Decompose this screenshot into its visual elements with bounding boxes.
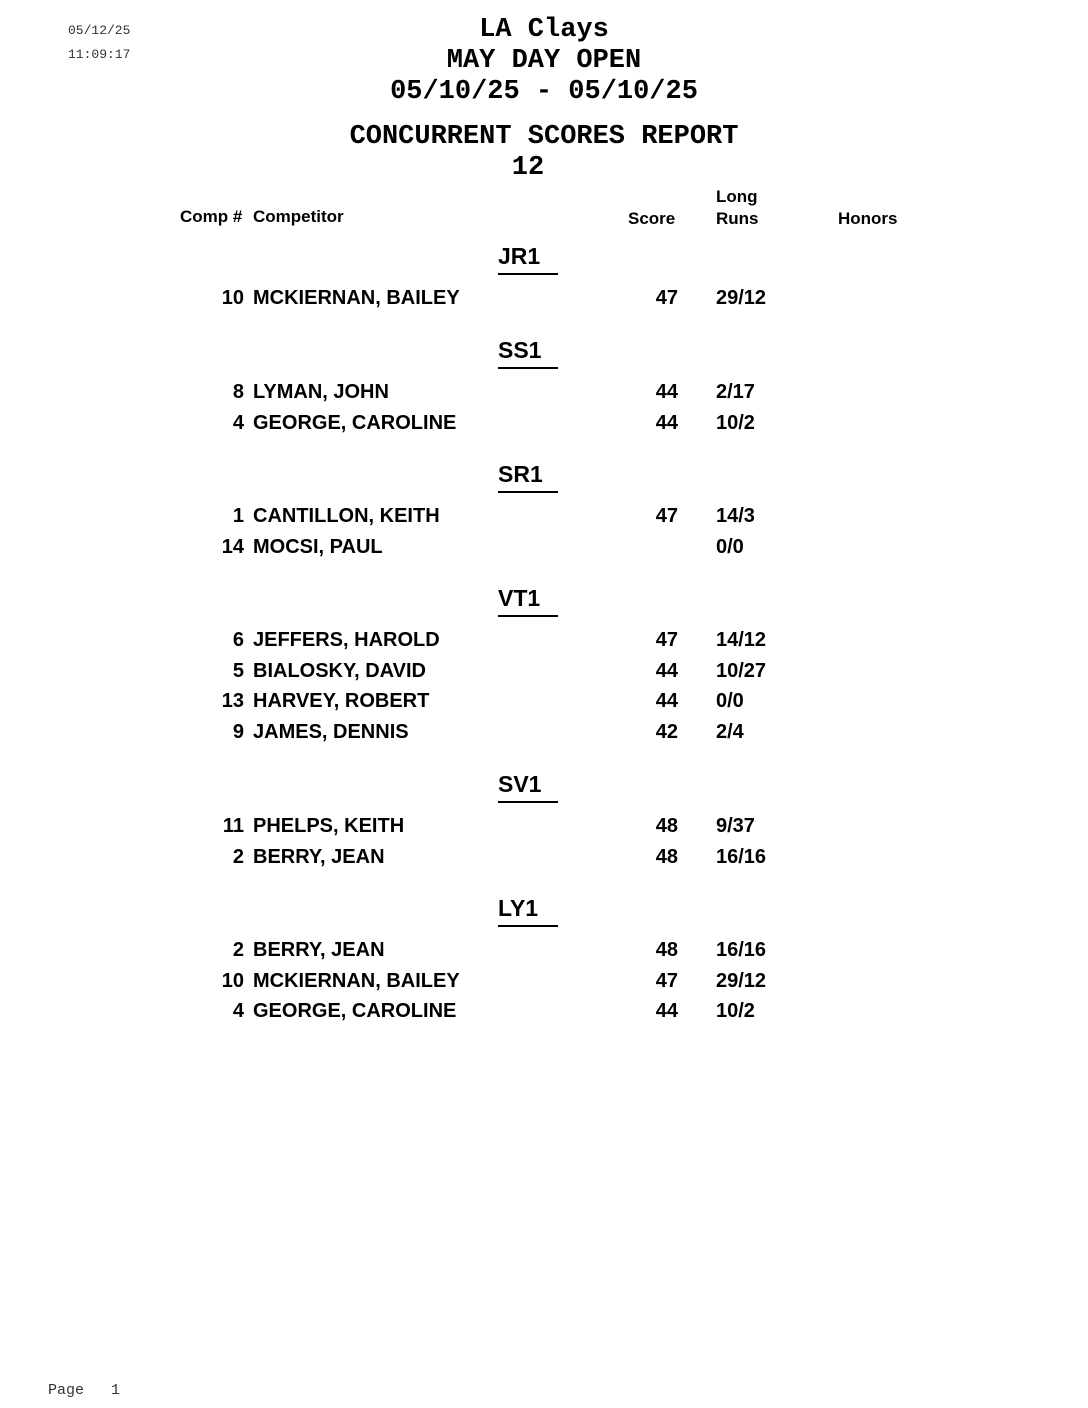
long-runs-value: 10/27 — [716, 659, 767, 682]
score-value: 48 — [655, 815, 678, 837]
score-row — [0, 937, 1088, 963]
long-runs-value: 2/4 — [716, 720, 744, 743]
competitor-name: MCKIERNAN, BAILEY — [253, 969, 460, 992]
score-row — [0, 658, 1088, 684]
competitor-name: PHELPS, KEITH — [253, 815, 405, 837]
club-name: LA Clays — [479, 15, 609, 45]
comp-number: 2 — [232, 845, 244, 868]
score-value: 44 — [655, 1000, 678, 1022]
comp-number: 2 — [232, 939, 244, 961]
score-value: 48 — [655, 845, 678, 868]
competitor-name: BIALOSKY, DAVID — [253, 659, 426, 682]
comp-number: 10 — [221, 287, 244, 309]
category-heading: VT1 — [498, 584, 558, 617]
long-runs-value: 10/2 — [716, 1000, 755, 1022]
score-row — [0, 503, 1088, 529]
score-value: 44 — [655, 381, 678, 403]
category-heading: SR1 — [498, 460, 558, 493]
print-time: 11:09:17 — [68, 47, 131, 62]
category-heading: LY1 — [498, 894, 558, 927]
comp-number: 4 — [232, 411, 244, 434]
long-runs-value: 10/2 — [716, 411, 755, 434]
long-runs-value: 2/17 — [716, 381, 755, 403]
comp-number: 14 — [221, 535, 244, 558]
competitor-name: JEFFERS, HAROLD — [253, 629, 440, 651]
score-value: 42 — [655, 720, 678, 743]
competitor-name: GEORGE, CAROLINE — [253, 411, 457, 434]
page-number: 1 — [111, 1382, 121, 1399]
competitor-name: LYMAN, JOHN — [253, 381, 389, 403]
competitor-name: MOCSI, PAUL — [253, 535, 383, 558]
score-row — [0, 688, 1088, 714]
print-date: 05/12/25 — [68, 23, 131, 38]
comp-number: 10 — [221, 969, 244, 992]
long-runs-value: 9/37 — [716, 815, 755, 837]
comp-number: 4 — [232, 1000, 244, 1022]
col-competitor-header: Competitor — [253, 207, 344, 226]
competitor-name: BERRY, JEAN — [253, 939, 385, 961]
score-value: 48 — [655, 939, 678, 961]
score-value: 47 — [655, 505, 678, 527]
score-value: 44 — [655, 659, 678, 682]
competitor-name: JAMES, DENNIS — [253, 720, 409, 743]
competitor-name: GEORGE, CAROLINE — [253, 1000, 457, 1022]
page-label: Page — [48, 1382, 85, 1399]
event-dates: 05/10/25 - 05/10/25 — [390, 77, 698, 107]
score-row — [0, 534, 1088, 560]
score-row — [0, 998, 1088, 1024]
comp-number: 5 — [232, 659, 244, 682]
score-value: 44 — [655, 411, 678, 434]
category-heading: SV1 — [498, 770, 558, 803]
comp-number: 1 — [232, 505, 244, 527]
score-value: 47 — [655, 969, 678, 992]
competitor-name: MCKIERNAN, BAILEY — [253, 287, 460, 309]
competitor-name: BERRY, JEAN — [253, 845, 385, 868]
score-value: 47 — [655, 287, 678, 309]
page-footer — [48, 1382, 120, 1399]
event-number: 12 — [511, 153, 545, 183]
col-comp-header: Comp # — [180, 207, 243, 226]
long-runs-value: 16/16 — [716, 939, 767, 961]
comp-number: 13 — [221, 690, 244, 712]
score-row — [0, 379, 1088, 405]
long-runs-value: 14/12 — [716, 629, 767, 651]
score-row — [0, 968, 1088, 994]
long-runs-value: 29/12 — [716, 287, 767, 309]
comp-number: 11 — [222, 815, 244, 837]
score-value: 47 — [655, 629, 678, 651]
competitor-name: CANTILLON, KEITH — [253, 505, 440, 527]
col-honors-header: Honors — [838, 209, 898, 228]
comp-number: 9 — [232, 720, 244, 743]
score-row — [0, 813, 1088, 839]
comp-number: 8 — [232, 381, 244, 403]
long-runs-value: 0/0 — [716, 690, 744, 712]
score-row — [0, 285, 1088, 311]
long-runs-value: 16/16 — [716, 845, 767, 868]
long-runs-value: 0/0 — [716, 535, 744, 558]
comp-number: 6 — [232, 629, 244, 651]
competitor-name: HARVEY, ROBERT — [253, 690, 430, 712]
score-row — [0, 844, 1088, 870]
long-runs-value: 14/3 — [716, 505, 755, 527]
score-value: 44 — [655, 690, 678, 712]
event-name: MAY DAY OPEN — [446, 46, 642, 76]
col-score-header: Score — [628, 209, 676, 228]
long-runs-value: 29/12 — [716, 969, 767, 992]
score-row — [0, 627, 1088, 653]
col-runs-header: Runs — [716, 209, 759, 228]
col-long-header: Long — [716, 187, 758, 206]
category-heading: SS1 — [498, 336, 558, 369]
score-row — [0, 719, 1088, 745]
category-heading: JR1 — [498, 242, 558, 275]
score-row — [0, 410, 1088, 436]
report-title: CONCURRENT SCORES REPORT — [349, 122, 739, 152]
